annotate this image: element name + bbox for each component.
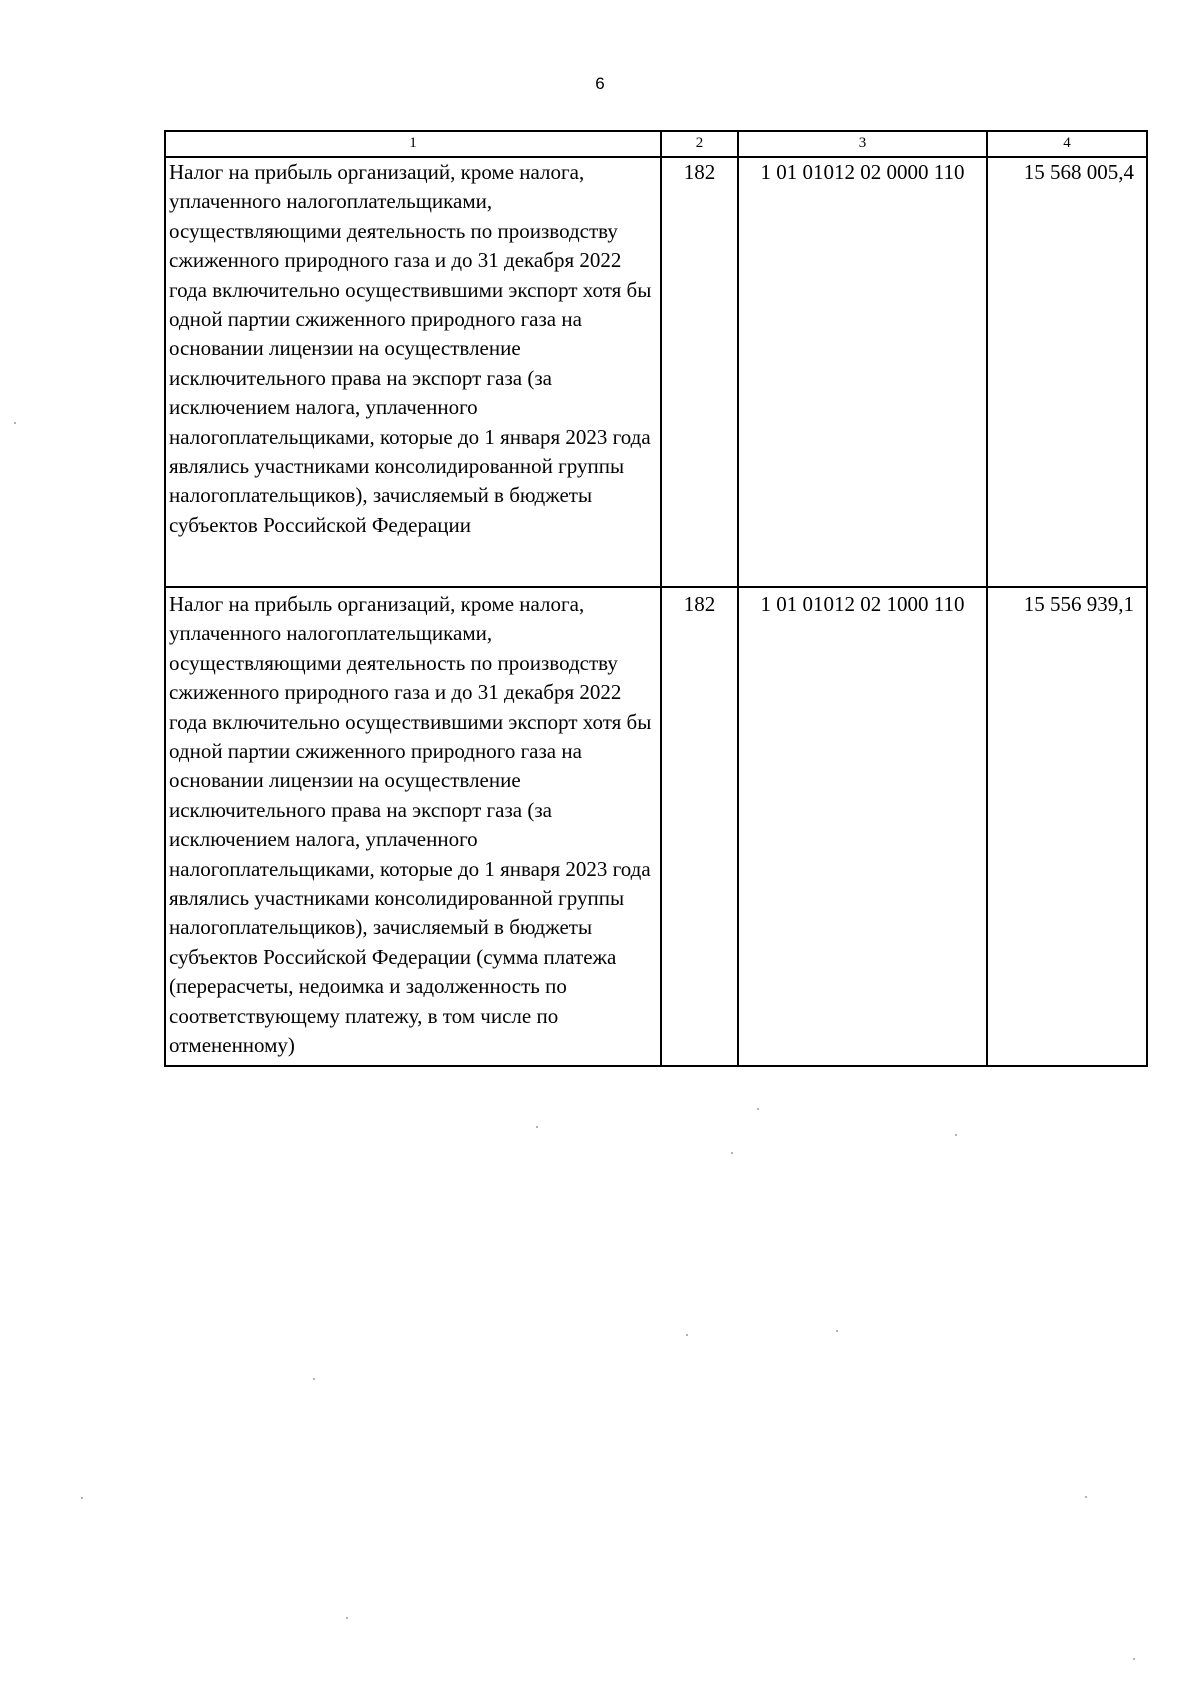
table-row [165, 157, 1147, 587]
scan-speck [757, 1108, 759, 1110]
admin-code-cell: 182 [661, 157, 738, 587]
page-number: 6 [595, 74, 605, 93]
scan-speck [1133, 1658, 1135, 1660]
table-row [165, 587, 1147, 1066]
table-header-row [165, 131, 1147, 157]
scan-speck [836, 1330, 838, 1332]
tax-name-cell: Налог на прибыль организаций, кроме налога, уплаченного налогоплательщиками, осуществляющими деятельность по производству сжиженного природного газа и до 31 декабря 2022 года включительно осуществившими экспорт хотя бы одной партии сжиженного природного газа на основании лицензии на осуществление исключительного права на экспорт газа (за исключением налога, уплаченного налогоплательщиками, которые до 1 января 2023 года являлись участниками консолидированной группы налогоплательщиков), зачисляемый в бюджеты субъектов Российской Федерации [165, 157, 661, 587]
scan-speck [346, 1617, 348, 1619]
header-col-3: 3 [738, 131, 987, 157]
header-col-2: 2 [661, 131, 738, 157]
scan-speck [81, 1497, 83, 1499]
scan-speck [955, 1134, 957, 1136]
admin-code-cell: 182 [661, 587, 738, 1066]
budget-code-cell: 1 01 01012 02 0000 110 [738, 157, 987, 587]
scan-speck [686, 1334, 688, 1336]
scan-speck [1085, 1496, 1087, 1498]
amount-cell: 15 556 939,1 [987, 587, 1147, 1066]
scan-speck [731, 1152, 733, 1154]
revenue-table [164, 130, 1148, 1067]
scan-speck [536, 1126, 538, 1128]
tax-name-cell: Налог на прибыль организаций, кроме налога, уплаченного налогоплательщиками, осуществляющими деятельность по производству сжиженного природного газа и до 31 декабря 2022 года включительно осуществившими экспорт хотя бы одной партии сжиженного природного газа на основании лицензии на осуществление исключительного права на экспорт газа (за исключением налога, уплаченного налогоплательщиками, которые до 1 января 2023 года являлись участниками консолидированной группы налогоплательщиков), зачисляемый в бюджеты субъектов Российской Федерации (сумма платежа (перерасчеты, недоимка и задолженность по соответствующему платежу, в том числе по отмененному) [165, 587, 661, 1066]
scan-speck [14, 422, 16, 424]
scan-speck [313, 1378, 315, 1380]
header-col-4: 4 [987, 131, 1147, 157]
budget-code-cell: 1 01 01012 02 1000 110 [738, 587, 987, 1066]
amount-cell: 15 568 005,4 [987, 157, 1147, 587]
header-col-1: 1 [165, 131, 661, 157]
